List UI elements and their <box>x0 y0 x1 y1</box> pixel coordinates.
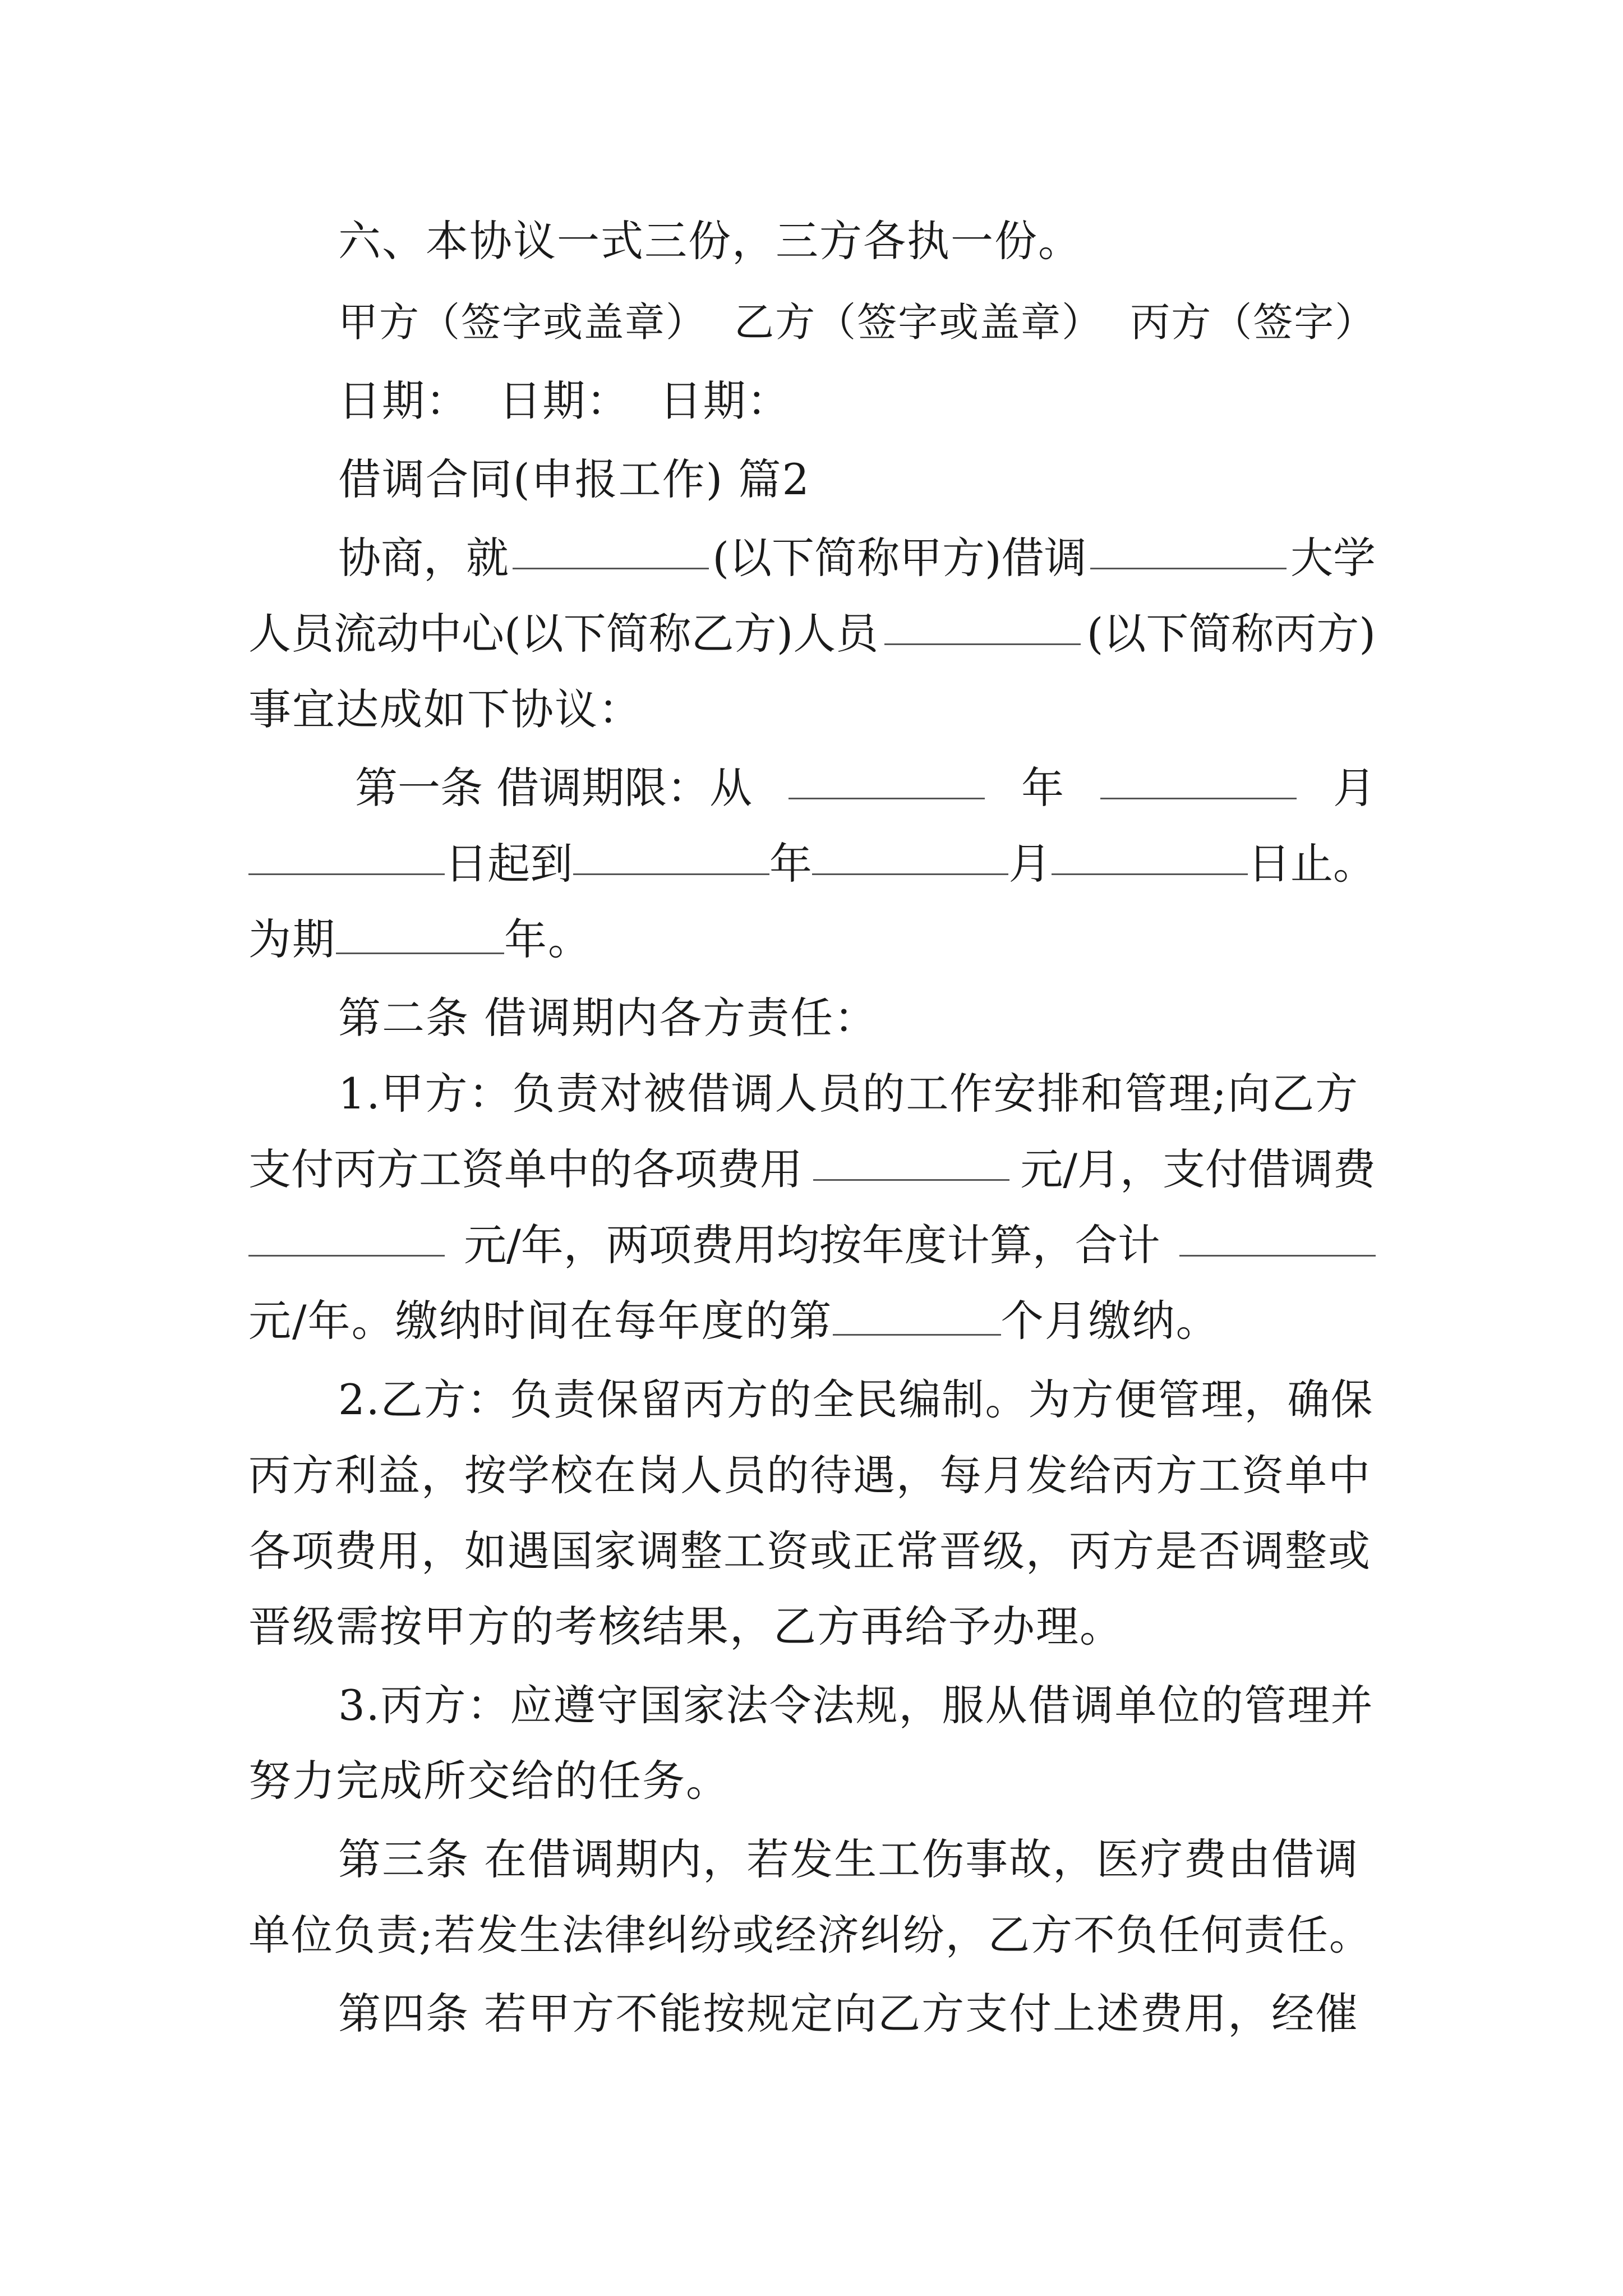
blank-total-fee <box>1179 1214 1376 1257</box>
article-1-text: 第一条 借调期限：从 <box>355 763 753 813</box>
blank-payment-month <box>833 1294 1001 1336</box>
document-page <box>248 0 1376 2296</box>
intro-line-1 <box>248 527 1376 589</box>
article-2-a-line-2 <box>248 1139 1376 1200</box>
blank-party-c <box>884 603 1081 645</box>
article-2-text: 各项费用，如遇国家调整工资或正常晋级，丙方是否调整或 <box>248 1526 1372 1576</box>
signature-line <box>248 292 1376 353</box>
article-1-text: 日止。 <box>1247 839 1376 889</box>
blank-monthly-fee <box>813 1139 1009 1181</box>
article-2-text: 2.乙方：负责保留丙方的全民编制。为方便管理，确保 <box>338 1375 1374 1424</box>
article-1-text: 日起到 <box>445 839 573 889</box>
intro-text: 协商，就 <box>338 533 509 583</box>
article-2-text: 元/月，支付借调费 <box>1020 1144 1376 1194</box>
article-3-text: 单位负责;若发生法律纠纷或经济纠纷，乙方不负任何责任。 <box>248 1911 1372 1959</box>
article-3-text: 第三条 在借调期内，若发生工伤事故，医疗费由借调 <box>338 1834 1359 1884</box>
article-2-text: 丙方利益，按学校在岗人员的待遇，每月发给丙方工资单中 <box>248 1451 1372 1500</box>
contract-heading-text: 借调合同(申报工作) 篇2 <box>338 454 810 504</box>
clause-six-text: 六、本协议一式三份，三方各执一份。 <box>338 216 1082 266</box>
article-2-text: 支付丙方工资单中的各项费用 <box>248 1144 803 1194</box>
date-text: 日期： 日期： 日期： <box>338 376 791 426</box>
date-line <box>248 370 1376 432</box>
intro-text: 人员流动中心(以下简称乙方)人员 <box>248 609 879 659</box>
article-4-line-1 <box>248 1983 1376 2045</box>
article-2-text: 元/年。缴纳时间在每年度的第 <box>248 1296 833 1346</box>
blank-end-month <box>812 833 1008 875</box>
blank-annual-fee <box>248 1214 445 1257</box>
blank-start-day <box>248 833 445 875</box>
article-1-text: 年 <box>769 839 812 889</box>
article-1-text: 年 <box>1021 763 1064 813</box>
intro-text: (以下简称甲方)借调 <box>712 533 1087 583</box>
article-1-text: 为期 <box>248 914 336 964</box>
article-2-b-line-3 <box>248 1520 1376 1582</box>
article-2-a-line-4 <box>248 1290 1376 1352</box>
clause-six <box>248 210 1376 272</box>
article-2-text: 3.丙方：应遵守国家法令法规，服从借调单位的管理并 <box>338 1681 1374 1730</box>
article-2-b-line-1 <box>248 1369 1376 1430</box>
article-2-b-line-2 <box>248 1444 1376 1506</box>
article-2-text: 元/年，两项费用均按年度计算，合计 <box>464 1220 1160 1270</box>
intro-line-2 <box>248 603 1376 665</box>
article-2-a-line-3 <box>248 1214 1376 1276</box>
article-3-line-2 <box>248 1904 1376 1966</box>
blank-end-day <box>1052 833 1248 875</box>
contract-heading <box>248 449 1376 510</box>
article-2-c-line-1 <box>248 1674 1376 1736</box>
blank-party-a <box>513 527 709 569</box>
article-2-title-text: 第二条 借调期内各方责任： <box>338 993 878 1043</box>
article-1-text: 年。 <box>504 914 592 964</box>
blank-start-month <box>1100 757 1297 799</box>
article-1-text: 月 <box>1332 763 1376 813</box>
article-2-title <box>248 987 1376 1049</box>
intro-text: 大学 <box>1290 533 1376 583</box>
article-4-text: 第四条 若甲方不能按规定向乙方支付上述费用，经催 <box>338 1989 1359 2039</box>
article-1-text: 月 <box>1008 839 1052 889</box>
article-2-text: 个月缴纳。 <box>1000 1296 1220 1346</box>
article-3-line-1 <box>248 1829 1376 1890</box>
article-2-text: 1.甲方：负责对被借调人员的工作安排和管理;向乙方 <box>338 1069 1359 1119</box>
article-2-text: 晋级需按甲方的考核结果，乙方再给予办理。 <box>248 1602 1123 1651</box>
blank-end-year <box>573 833 769 875</box>
article-2-a-line-1 <box>248 1063 1376 1125</box>
article-1-line-1 <box>248 757 1376 819</box>
signature-text: 甲方（签字或盖章） 乙方（签字或盖章） 丙方（签字） <box>338 299 1376 346</box>
intro-line-3 <box>248 679 1376 740</box>
blank-term-years <box>336 912 504 954</box>
intro-text: (以下简称丙方) <box>1086 609 1376 659</box>
article-2-c-line-2 <box>248 1750 1376 1812</box>
article-1-line-2 <box>248 833 1376 895</box>
blank-start-year <box>789 757 985 799</box>
article-2-text: 努力完成所交给的任务。 <box>248 1756 730 1806</box>
intro-text: 事宜达成如下协议： <box>248 684 642 734</box>
article-2-b-line-4 <box>248 1596 1376 1658</box>
blank-university <box>1090 527 1287 569</box>
article-1-line-3 <box>248 909 1376 970</box>
